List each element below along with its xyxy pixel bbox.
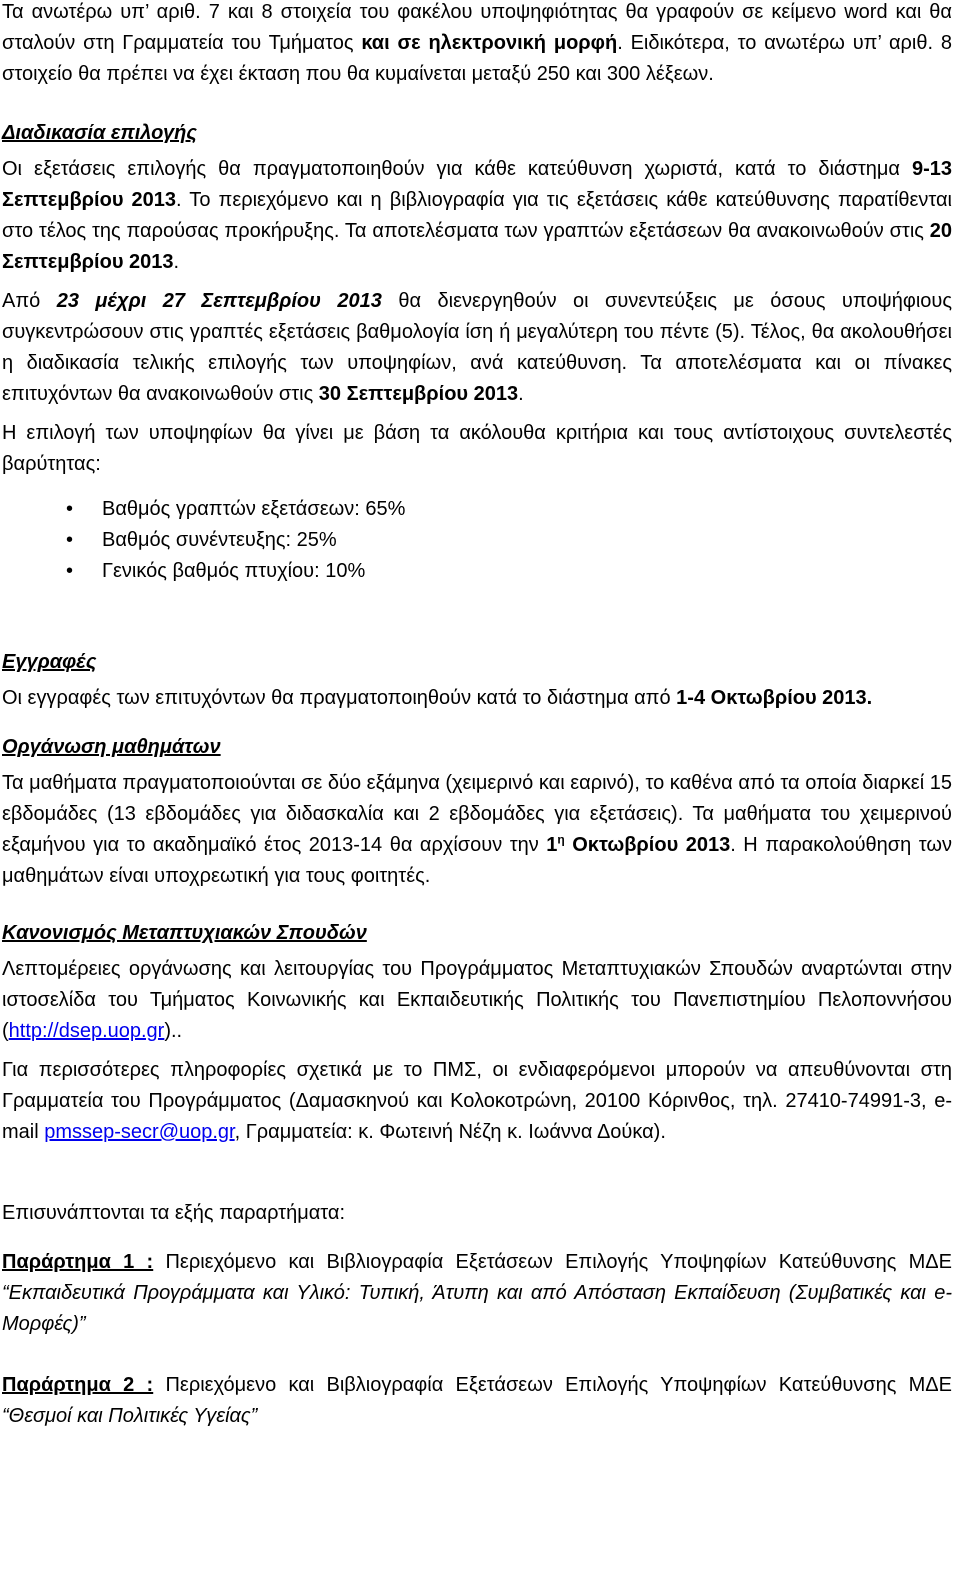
start-day: 1	[546, 834, 558, 856]
intro-paragraph	[2, 0, 952, 90]
text: Για περισσότερες πληροφορίες σχετικά με το ΠΜΣ, οι ενδιαφερόμενοι μπορούν να απευθύνονται στη Γραμματεία του Προγράμματος (Δαμασκηνού και Κολοκοτρώνη, 20100 Κόρινθος, τηλ. 27410-74991-3, e-mail	[2, 1059, 952, 1143]
text: . Το περιεχόμενο και η βιβλιογραφία για τις εξετάσεις κάθε κατεύθυνσης παρατίθενται στο τέλος της παρούσας προκήρυξης. Τα αποτελέσματα των γραπτών εξετάσεων θα ανακοινωθούν στις	[2, 189, 952, 242]
text: .	[518, 383, 524, 405]
text: Από	[2, 290, 57, 312]
annex-2-label: Παράρτημα 2 :	[2, 1374, 154, 1396]
registration-dates: 1-4 Οκτωβρίου 2013.	[676, 687, 873, 709]
criterion-text: Βαθμός γραπτών εξετάσεων: 65%	[102, 498, 406, 520]
results-date: 20 Σεπτεμβρίου 2013	[2, 220, 952, 273]
text: Λεπτομέρειες οργάνωσης και λειτουργίας του Προγράμματος Μεταπτυχιακών Σπουδών αναρτώνται στην ιστοσελίδα του Τμήματος Κοινωνικής και Εκπαιδευτικής Πολιτικής του Πανεπιστημίου Πελοποννήσου (	[2, 958, 952, 1042]
criterion-text: Γενικός βαθμός πτυχίου: 10%	[102, 560, 366, 582]
start-month: Οκτωβρίου 2013	[564, 834, 731, 856]
exam-dates: 9-13 Σεπτεμβρίου 2013	[2, 158, 952, 211]
intro-text-end: . Ειδικότερα, το ανωτέρω υπ’ αριθ. 8 στοιχείο θα πρέπει να έχει έκταση που θα κυμαίνεται μεταξύ 250 και 300 λέξεων.	[2, 32, 952, 85]
text: Τα μαθήματα πραγματοποιούνται σε δύο εξάμηνα (χειμερινό και εαρινό), το καθένα από τα οποία διαρκεί 15 εβδομάδες (13 εβδομάδες για διδασκαλία και 2 εβδομάδες για εξετάσεις). Τα μαθήματα του χειμερινού εξαμήνου για το ακαδημαϊκό έτος 2013-14 θα αρχίσουν την	[2, 772, 952, 856]
selection-paragraph-3: Η επιλογή των υποψηφίων θα γίνει με βάση τα ακόλουθα κριτήρια και τους αντίστοιχους συντελεστές βαρύτητας:	[2, 422, 952, 475]
courses-paragraph	[2, 768, 952, 892]
regulation-heading: Κανονισμός Μεταπτυχιακών Σπουδών	[2, 922, 367, 944]
annex-1	[2, 1247, 952, 1340]
department-website-link[interactable]: http://dsep.uop.gr	[8, 1020, 165, 1042]
text: )..	[164, 1020, 183, 1042]
text: Οι εξετάσεις επιλογής θα πραγματοποιηθούν για κάθε κατεύθυνση χωριστά, κατά το διάστημα	[2, 158, 912, 180]
annex-2	[2, 1370, 952, 1432]
registration-heading: Εγγραφές	[2, 651, 97, 673]
courses-heading: Οργάνωση μαθημάτων	[2, 736, 221, 758]
list-item	[2, 494, 952, 525]
criterion-text: Βαθμός συνέντευξης: 25%	[102, 529, 337, 551]
text: θα διενεργηθούν οι συνεντεύξεις με όσους υποψήφιους συγκεντρώσουν στις γραπτές εξετάσεις βαθμολογία ίση ή μεγαλύτερη του πέντε (5). Τέλος, θα ακολουθήσει η διαδικασία τελικής επιλογής των υποψηφίων, ανά κατεύθυνση. Τα αποτελέσματα και οι πίνακες επιτυχόντων θα ανακοινωθούν στις	[2, 290, 952, 405]
intro-text: Τα ανωτέρω υπ’ αριθ. 7 και 8 στοιχεία του φακέλου υποψηφιότητας θα γραφούν σε κείμενο word και θα σταλούν στη Γραμματεία του Τμήματος	[2, 1, 952, 54]
bullet-icon: •	[66, 560, 74, 582]
text: Οι εγγραφές των επιτυχόντων θα πραγματοποιηθούν κατά το διάστημα από	[2, 687, 677, 709]
registration-paragraph	[2, 683, 952, 714]
bullet-icon: •	[66, 529, 74, 551]
annex-1-label: Παράρτημα 1 :	[2, 1251, 154, 1273]
annex-1-text: Περιεχόμενο και Βιβλιογραφία Εξετάσεων Επιλογής Υποψηφίων Κατεύθυνσης ΜΔΕ	[153, 1251, 952, 1273]
selection-heading: Διαδικασία επιλογής	[2, 122, 197, 144]
text: . Η παρακολούθηση των μαθημάτων είναι υποχρεωτική για τους φοιτητές.	[2, 834, 953, 887]
bullet-icon: •	[66, 498, 74, 520]
regulation-paragraph-2	[2, 1055, 952, 1148]
criteria-list	[2, 494, 952, 587]
annex-2-text: Περιεχόμενο και Βιβλιογραφία Εξετάσεων Επιλογής Υποψηφίων Κατεύθυνσης ΜΔΕ	[153, 1374, 952, 1396]
intro-bold-text: και σε ηλεκτρονική μορφή	[361, 32, 618, 54]
email-link[interactable]: pmssep-secr@uop.gr	[44, 1121, 235, 1143]
regulation-paragraph-1	[2, 954, 952, 1047]
text: .	[173, 251, 180, 273]
final-results-date: 30 Σεπτεμβρίου 2013	[318, 383, 519, 405]
annex-2-title: “Θεσμοί και Πολιτικές Υγείας”	[2, 1405, 258, 1427]
annex-1-title: “Εκπαιδευτικά Προγράμματα και Υλικό: Τυπική, Άτυπη και από Απόσταση Εκπαίδευση (Συμβατικές και e-Μορφές)”	[2, 1282, 952, 1335]
interview-dates: 23 μέχρι 27 Σεπτεμβρίου 2013	[56, 290, 382, 312]
ordinal-superscript: η	[557, 832, 565, 847]
annexes-intro: Επισυνάπτονται τα εξής παραρτήματα:	[2, 1202, 346, 1224]
list-item	[2, 556, 952, 587]
text: , Γραμματεία: κ. Φωτεινή Νέζη κ. Ιωάννα Δούκα).	[234, 1121, 666, 1143]
selection-paragraph-2	[2, 286, 952, 410]
selection-paragraph-1	[2, 154, 952, 278]
list-item	[2, 525, 952, 556]
